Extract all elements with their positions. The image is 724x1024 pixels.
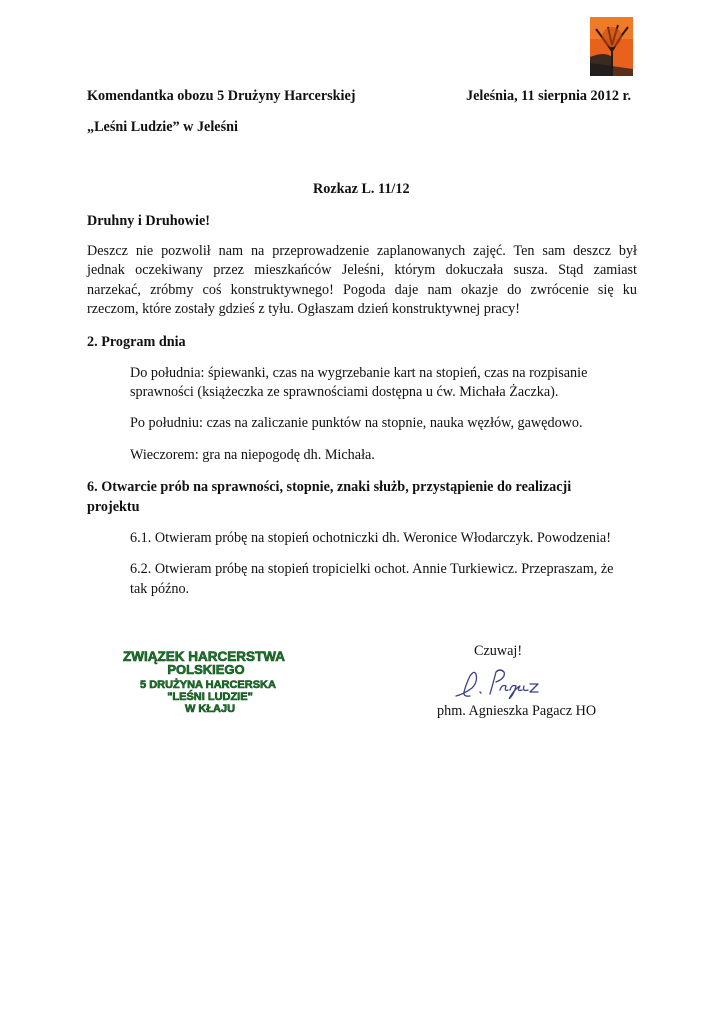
intro-line: narzekać, zróbmy coś konstruktywnego! Pogoda daje nam okazje do zwrócenie się ku — [87, 281, 637, 298]
section-6-heading-line-1: 6. Otwarcie prób na sprawności, stopnie, znaki służb, przystąpienie do realizacji — [87, 479, 572, 495]
stamp-line-3: 5 DRUŻYNA HARCERSKA — [140, 679, 276, 691]
intro-line: rzeczom, które zostały gdzieś z tyłu. Ogłaszam dzień konstruktywnej pracy! — [87, 300, 520, 317]
place-date: Jeleśnia, 11 sierpnia 2012 r. — [466, 88, 632, 104]
closing-greeting: Czuwaj! — [474, 643, 523, 659]
organization-stamp — [116, 646, 296, 716]
handwritten-signature — [450, 664, 542, 700]
stamp-line-1: ZWIĄZEK HARCERSTWA — [123, 649, 285, 664]
stamp-line-5: W KŁAJU — [184, 703, 236, 715]
program-morning-line-1: Do południa: śpiewanki, czas na wygrzebanie kart na stopień, czas na rozpisanie — [130, 365, 588, 381]
sender-line-1: Komendantka obozu 5 Drużyny Harcerskiej — [87, 88, 356, 104]
troop-logo — [590, 17, 633, 76]
stamp-line-4: "LEŚNI LUDZIE" — [167, 691, 253, 703]
program-morning-line-2: sprawności (książeczka ze sprawnościami dostępna u ćw. Michała Żaczka). — [130, 384, 559, 400]
signatory-name: phm. Agnieszka Pagacz HO — [437, 703, 597, 719]
section-2-heading: 2. Program dnia — [87, 334, 186, 350]
item-6-2-line-1: 6.2. Otwieram próbę na stopień tropicielki ochot. Annie Turkiewicz. Przepraszam, że — [130, 561, 614, 577]
intro-line: Deszcz nie pozwolił nam na przeprowadzenie zaplanowanych zajęć. Ten sam deszcz był — [87, 243, 637, 259]
sender-line-2: „Leśni Ludzie” w Jeleśni — [87, 119, 238, 135]
item-6-1: 6.1. Otwieram próbę na stopień ochotniczki dh. Weronice Włodarczyk. Powodzenia! — [130, 530, 611, 546]
program-evening: Wieczorem: gra na niepogodę dh. Michała. — [130, 447, 375, 463]
program-afternoon: Po południu: czas na zaliczanie punktów na stopnie, nauka węzłów, gawędowo. — [130, 415, 583, 431]
intro-paragraph — [87, 242, 637, 319]
intro-line: jednak oczekiwany przez mieszkańców Jeleśni, którym dokuczała susza. Stąd zamiast — [87, 262, 637, 279]
section-6-heading-line-2: projektu — [87, 499, 140, 515]
salutation: Druhny i Druhowie! — [87, 213, 210, 229]
order-title: Rozkaz L. 11/12 — [313, 181, 410, 197]
item-6-2-line-2: tak późno. — [130, 581, 190, 597]
stamp-line-2: POLSKIEGO — [167, 662, 245, 677]
